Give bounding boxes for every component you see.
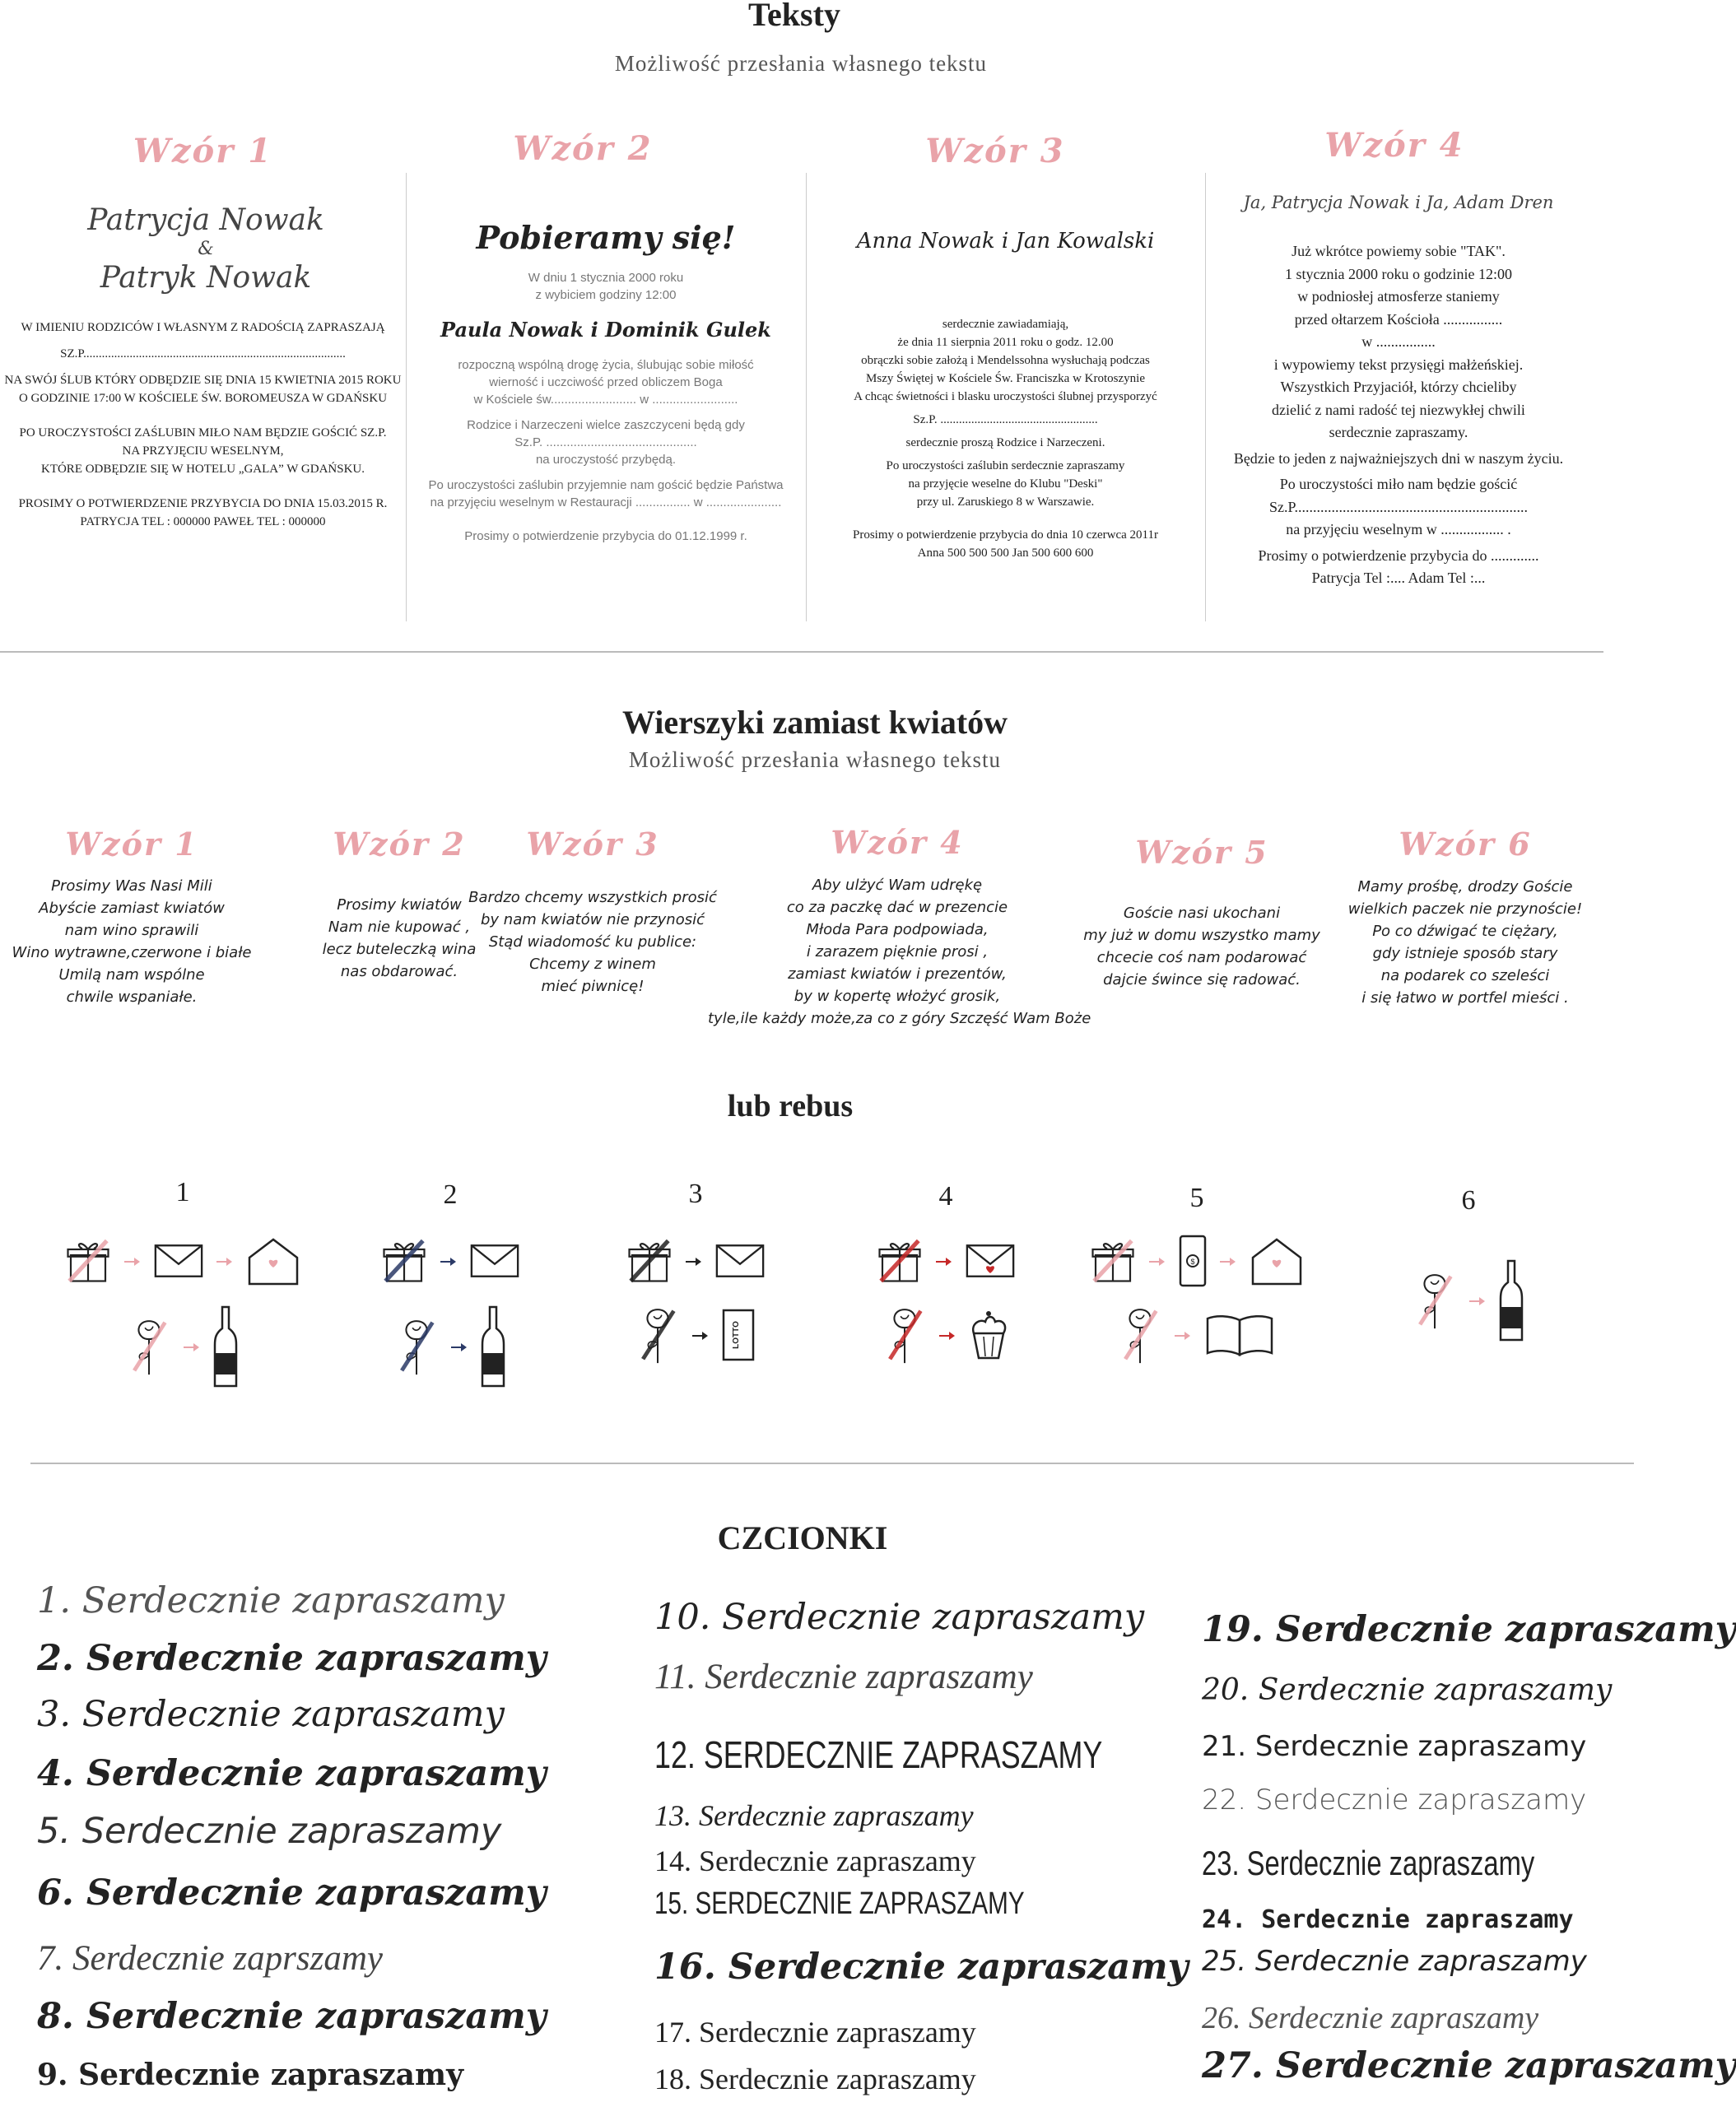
phone-card-icon bbox=[1179, 1235, 1207, 1291]
envelope-icon bbox=[154, 1244, 203, 1282]
text-line: przy ul. Zaruskiego 8 w Warszawie. bbox=[916, 495, 1095, 509]
text-line: NA PRZYJĘCIU WESELNYM, bbox=[122, 444, 284, 458]
rose-crossed-icon bbox=[128, 1317, 170, 1380]
section-title-wierszyki: Wierszyki zamiast kwiatów bbox=[621, 704, 1008, 741]
groom-name: Patryk Nowak bbox=[100, 261, 312, 295]
house-heart-icon bbox=[246, 1236, 300, 1290]
poem-line: Nam nie kupować , bbox=[328, 919, 471, 936]
template-body bbox=[1205, 240, 1592, 590]
text-line: że dnia 11 sierpnia 2011 roku o godz. 12.00 bbox=[897, 336, 1114, 349]
text-line: Rodzice i Narzeczeni wielce zaszczyceni będą gdy bbox=[467, 418, 745, 432]
text-line: Po uroczystości zaślubin serdecznie zapraszamy bbox=[886, 459, 1125, 472]
text-line: serdecznie proszą Rodzice i Narzeczeni. bbox=[905, 436, 1105, 449]
text-line: PROSIMY O POTWIERDZENIE PRZYBYCIA DO DNIA 15.03.2015 R. bbox=[18, 497, 388, 510]
text-line: PATRYCJA TEL : 000000 PAWEŁ TEL : 000000 bbox=[80, 515, 326, 528]
font-sample: 18. Serdecznie zapraszamy bbox=[654, 2063, 976, 2095]
template-names-script: Ja, Patrycja Nowak i Ja, Adam Dren bbox=[1243, 193, 1554, 212]
poem-line: i zarazem pięknie prosi , bbox=[806, 943, 989, 960]
template-date bbox=[406, 269, 806, 304]
template-label: Wzór 2 bbox=[513, 129, 653, 168]
rebus-row-icons bbox=[51, 1235, 314, 1291]
text-line: w podniosłej atmosferze staniemy bbox=[1297, 288, 1500, 305]
poem-line: Umilą nam wspólne bbox=[58, 966, 205, 984]
section-subtitle-teksty: Możliwość przesłania własnego tekstu bbox=[614, 51, 988, 76]
font-sample: 27. Serdecznie zapraszamy bbox=[1202, 2045, 1736, 2086]
text-line: na przyjęcie weselne do Klubu "Deski" bbox=[908, 477, 1103, 491]
text-line: W IMIENIU RODZICÓW I WŁASNYM Z RADOŚCIĄ ZAPRASZAJĄ bbox=[21, 321, 385, 334]
cupcake-icon bbox=[969, 1309, 1008, 1365]
font-sample: 4. Serdecznie zapraszamy bbox=[37, 1753, 547, 1794]
arrow-right-icon bbox=[216, 1256, 233, 1271]
rebus-number: 2 bbox=[443, 1179, 458, 1210]
text-line bbox=[0, 478, 406, 486]
rebus-row-icons bbox=[564, 1305, 827, 1369]
envelope-icon bbox=[470, 1244, 519, 1282]
text-line: na przyjęciu weselnym w ................. . bbox=[1286, 521, 1511, 537]
poem-line: co za paczkę dać w prezencie bbox=[786, 899, 1008, 916]
text-line: Sz.P. ................................................... bbox=[913, 413, 1098, 426]
font-sample: 10. Serdecznie zapraszamy bbox=[654, 1597, 1145, 1638]
font-sample: 1. Serdecznie zapraszamy bbox=[37, 1580, 505, 1621]
arrow-right-icon bbox=[939, 1330, 956, 1345]
text-line: Prosimy o potwierdzenie przybycia do 01.12.1999 r. bbox=[464, 529, 747, 543]
poem-line: Aby ulżyć Wam udrękę bbox=[812, 877, 983, 894]
envelope-heart-icon bbox=[966, 1244, 1015, 1282]
arrow-right-icon bbox=[124, 1256, 141, 1271]
font-sample: 7. Serdecznie zaprszamy bbox=[37, 1939, 383, 1978]
lotto-ticket-icon bbox=[722, 1309, 755, 1365]
gift-crossed-icon bbox=[877, 1235, 923, 1291]
poem-label: Wzór 5 bbox=[1135, 834, 1268, 871]
text-line bbox=[0, 363, 406, 371]
rebus-row-icons bbox=[1337, 1259, 1600, 1346]
text-line: w Kościele św......................... w ......................... bbox=[473, 393, 738, 407]
svg-text:$: $ bbox=[1190, 1258, 1195, 1266]
template-names-script bbox=[49, 202, 362, 297]
gift-crossed-icon bbox=[65, 1235, 111, 1291]
text-line: Po uroczystości miło nam będzie gościć bbox=[1279, 476, 1518, 492]
rebus-row-icons bbox=[51, 1305, 314, 1392]
text-line: Patrycja Tel :.... Adam Tel :... bbox=[1311, 570, 1486, 586]
rebus-row-icons bbox=[319, 1305, 582, 1392]
font-sample: 21. Serdecznie zapraszamy bbox=[1202, 1730, 1587, 1763]
font-sample: 26. Serdecznie zapraszamy bbox=[1202, 2001, 1539, 2035]
poem-text bbox=[708, 874, 1091, 1030]
font-sample: 13. Serdecznie zapraszamy bbox=[654, 1799, 974, 1832]
rose-crossed-icon bbox=[883, 1305, 926, 1369]
poem-line: gdy istnieje sposób stary bbox=[1372, 945, 1558, 962]
poem-line: Goście nasi ukochani bbox=[1123, 905, 1281, 922]
text-line: W dniu 1 stycznia 2000 roku bbox=[528, 271, 684, 285]
font-sample: 12. SERDECZNIE ZAPRASZAMY bbox=[654, 1733, 1103, 1776]
rebus-row-icons bbox=[814, 1235, 1077, 1291]
text-line: Prosimy o potwierdzenie przybycia do dnia 10 czerwca 2011r bbox=[853, 528, 1158, 542]
poem-text bbox=[461, 886, 724, 998]
poem-label: Wzór 2 bbox=[333, 826, 466, 863]
poem-line: Abyście zamiast kwiatów bbox=[39, 900, 225, 917]
text-line: w ................ bbox=[1361, 333, 1436, 350]
text-line: Będzie to jeden z najważniejszych dni w naszym życiu. bbox=[1233, 449, 1564, 467]
arrow-right-icon bbox=[184, 1342, 200, 1356]
text-line: Sz.P............................................................... bbox=[1268, 498, 1528, 515]
text-line: Już wkrótce powiemy sobie "TAK". bbox=[1292, 243, 1506, 259]
poem-line: tyle,ile każdy może,za co z góry Szczęść Wam Boże bbox=[708, 1010, 1091, 1027]
text-line bbox=[406, 511, 806, 519]
poem-text bbox=[1333, 876, 1597, 1009]
font-sample: 6. Serdecznie zapraszamy bbox=[37, 1872, 547, 1914]
arrow-right-icon bbox=[451, 1342, 468, 1356]
poem-line: Bardzo chcemy wszystkich prosić bbox=[468, 889, 717, 906]
poem-label: Wzór 1 bbox=[65, 826, 198, 863]
poem-line: nas obdarować. bbox=[340, 963, 458, 980]
rose-crossed-icon bbox=[1413, 1271, 1456, 1334]
template-body bbox=[406, 356, 806, 545]
arrow-right-icon bbox=[440, 1256, 457, 1271]
font-sample: 25. Serdecznie zapraszamy bbox=[1202, 1945, 1587, 1978]
font-sample: 14. Serdecznie zapraszamy bbox=[654, 1844, 976, 1877]
text-line bbox=[406, 468, 806, 477]
svg-text:LOTTO: LOTTO bbox=[732, 1321, 741, 1349]
poem-line: wielkich paczek nie przynoście! bbox=[1347, 900, 1583, 918]
text-line: Anna 500 500 500 Jan 500 600 600 bbox=[917, 547, 1094, 560]
poem-line: chcecie coś nam podarować bbox=[1096, 949, 1307, 966]
text-line: na uroczystość przybędą. bbox=[535, 453, 677, 467]
template-body bbox=[806, 315, 1205, 562]
arrow-right-icon bbox=[1220, 1256, 1236, 1271]
bride-name: Patrycja Nowak bbox=[87, 203, 324, 237]
rebus-number: 1 bbox=[175, 1177, 190, 1207]
text-line: serdecznie zawiadamiają, bbox=[942, 318, 1069, 331]
poem-line: lecz buteleczką wina bbox=[322, 941, 477, 958]
text-line: A chcąc świetności i blasku uroczystości ślubnej przysporzyć bbox=[854, 390, 1157, 403]
gift-crossed-icon bbox=[381, 1235, 427, 1291]
rebus-row-icons bbox=[814, 1305, 1077, 1369]
text-line: O GODZINIE 17:00 W KOŚCIELE ŚW. BOROMEUSZA W GDAŃSKU bbox=[18, 392, 388, 405]
font-sample: 15. SERDECZNIE ZAPRASZAMY bbox=[654, 1886, 1025, 1921]
section-title-teksty: Teksty bbox=[748, 0, 840, 33]
poem-line: Stąd wiadomość ku publice: bbox=[488, 933, 697, 951]
template-heading-script: Pobieramy się! bbox=[476, 219, 736, 256]
section-divider bbox=[30, 1463, 1634, 1464]
text-line: na przyjęciu weselnym w Restauracji ................ w ...................... bbox=[430, 495, 782, 509]
rebus-number: 6 bbox=[1461, 1185, 1476, 1216]
wine-bottle-icon bbox=[481, 1305, 505, 1392]
rose-crossed-icon bbox=[636, 1305, 679, 1369]
poem-line: my już w domu wszystko mamy bbox=[1083, 927, 1320, 944]
rebus-row-icons bbox=[319, 1235, 582, 1291]
rebus-row-icons bbox=[1065, 1305, 1329, 1369]
arrow-right-icon bbox=[1149, 1256, 1166, 1271]
font-sample: 5. Serdecznie zapraszamy bbox=[37, 1811, 502, 1852]
envelope-icon bbox=[715, 1244, 765, 1282]
template-label: Wzór 4 bbox=[1324, 126, 1464, 165]
text-line: 1 stycznia 2000 roku o godzinie 12:00 bbox=[1285, 265, 1512, 282]
text-line: NA SWÓJ ŚLUB KTÓRY ODBĘDZIE SIĘ DNIA 15 KWIETNIA 2015 ROKU bbox=[4, 374, 402, 387]
arrow-right-icon bbox=[1469, 1295, 1486, 1310]
poem-line: by w kopertę włożyć grosik, bbox=[794, 988, 1001, 1005]
font-sample: 22. Serdecznie zapraszamy bbox=[1202, 1784, 1587, 1816]
poem-line: na podarek co szeleści bbox=[1380, 967, 1550, 984]
text-line: i wypowiemy tekst przysięgi małżeńskiej. bbox=[1273, 356, 1524, 373]
gift-crossed-icon bbox=[1090, 1235, 1136, 1291]
wine-bottle-icon bbox=[1499, 1259, 1524, 1346]
poem-label: Wzór 3 bbox=[526, 826, 659, 863]
text-line: Prosimy o potwierdzenie przybycia do ............. bbox=[1258, 547, 1539, 564]
font-sample: 3. Serdecznie zapraszamy bbox=[37, 1694, 505, 1735]
font-sample: 9. Serdecznie zapraszamy bbox=[37, 2058, 463, 2092]
arrow-right-icon bbox=[1175, 1330, 1191, 1345]
font-sample: 23. Serdecznie zapraszamy bbox=[1202, 1844, 1535, 1882]
template-body bbox=[0, 319, 406, 531]
open-book-icon bbox=[1204, 1314, 1275, 1360]
template-label: Wzór 1 bbox=[133, 132, 273, 170]
rose-crossed-icon bbox=[1119, 1305, 1161, 1369]
text-line bbox=[0, 407, 406, 416]
section-title-rebus: lub rebus bbox=[727, 1089, 854, 1123]
rose-crossed-icon bbox=[395, 1317, 438, 1380]
text-line bbox=[0, 486, 406, 495]
text-line: dzielić z nami radość tej niezwykłej chwili bbox=[1272, 401, 1525, 418]
gift-crossed-icon bbox=[626, 1235, 673, 1291]
poem-line: Po co dźwigać te ciężary, bbox=[1372, 923, 1558, 940]
poem-line: Chcemy z winem bbox=[529, 956, 656, 973]
section-divider bbox=[0, 651, 1603, 653]
text-line: wierność i uczciwość przed obliczem Boga bbox=[489, 375, 723, 389]
poem-line: nam wino sprawili bbox=[64, 922, 199, 939]
arrow-right-icon bbox=[692, 1330, 709, 1345]
poem-line: Prosimy Was Nasi Mili bbox=[51, 877, 212, 895]
text-line: SZ.P..................................................................................... bbox=[60, 347, 346, 360]
poem-line: Młoda Para podpowiada, bbox=[806, 921, 989, 938]
poem-line: dajcie śwince się radować. bbox=[1103, 971, 1301, 988]
poem-line: Mamy prośbę, drodzy Goście bbox=[1357, 878, 1573, 895]
text-line: Wszystkich Przyjaciół, którzy chcieliby bbox=[1280, 379, 1517, 395]
text-line bbox=[406, 519, 806, 528]
template-label: Wzór 3 bbox=[925, 132, 1065, 170]
text-line: z wybiciem godziny 12:00 bbox=[535, 288, 677, 302]
text-line bbox=[0, 337, 406, 345]
rebus-number: 5 bbox=[1189, 1183, 1204, 1213]
poem-label: Wzór 6 bbox=[1399, 826, 1532, 863]
text-line: rozpoczną wspólną drogę życia, ślubując sobie miłość bbox=[458, 358, 754, 372]
poem-line: Wino wytrawne,czerwone i białe bbox=[12, 944, 252, 961]
text-line: Mszy Świętej w Kościele Św. Franciszka w Krotoszynie bbox=[866, 372, 1145, 385]
poem-line: by nam kwiatów nie przynosić bbox=[480, 911, 705, 928]
rebus-number: 4 bbox=[938, 1181, 953, 1212]
template-names-script: Paula Nowak i Dominik Gulek bbox=[440, 318, 771, 342]
house-heart-icon bbox=[1250, 1236, 1304, 1290]
font-sample: 16. Serdecznie zapraszamy bbox=[654, 1947, 1189, 1988]
rebus-number: 3 bbox=[688, 1179, 703, 1209]
font-sample: 11. Serdecznie zapraszamy bbox=[654, 1658, 1033, 1696]
text-line: KTÓRE ODBĘDZIE SIĘ W HOTELU „GALA” W GDAŃSKU. bbox=[40, 463, 365, 476]
poem-line: chwile wspaniałe. bbox=[66, 988, 198, 1006]
poem-text bbox=[0, 875, 263, 1008]
text-line: przed ołtarzem Kościoła ................ bbox=[1294, 310, 1503, 328]
poem-line: mieć piwnicę! bbox=[541, 978, 645, 995]
poem-label: Wzór 4 bbox=[831, 824, 964, 861]
font-sample: 20. Serdecznie zapraszamy bbox=[1202, 1673, 1613, 1707]
font-sample: 8. Serdecznie zapraszamy bbox=[37, 1996, 547, 2037]
font-sample: 24. Serdecznie zapraszamy bbox=[1202, 1905, 1574, 1934]
font-sample: 17. Serdecznie zapraszamy bbox=[654, 2016, 976, 2049]
section-subtitle-wierszyki: Możliwość przesłania własnego tekstu bbox=[628, 747, 1002, 772]
poem-text bbox=[1078, 902, 1325, 991]
poem-line: i się łatwo w portfel mieści . bbox=[1361, 989, 1569, 1007]
font-sample: 19. Serdecznie zapraszamy bbox=[1202, 1609, 1736, 1650]
text-line: Sz.P. ............................................ bbox=[514, 435, 697, 449]
poem-line: zamiast kwiatów i prezentów, bbox=[788, 965, 1007, 983]
font-sample: 2. Serdecznie zapraszamy bbox=[37, 1638, 547, 1679]
poem-line: Prosimy kwiatów bbox=[337, 896, 462, 914]
text-line: obrączki sobie założą i Mendelssohna wysłuchają podczas bbox=[861, 354, 1150, 367]
text-line: Po uroczystości zaślubin przyjemnie nam gościć będzie Państwa bbox=[428, 478, 784, 492]
text-line: serdecznie zapraszamy. bbox=[1329, 424, 1468, 440]
arrow-right-icon bbox=[686, 1256, 702, 1271]
text-line: PO UROCZYSTOŚCI ZAŚLUBIN MIŁO NAM BĘDZIE GOŚCIĆ SZ.P. bbox=[19, 426, 387, 440]
arrow-right-icon bbox=[936, 1256, 952, 1271]
wine-bottle-icon bbox=[213, 1305, 238, 1392]
text-line bbox=[0, 416, 406, 424]
template-names-script: Anna Nowak i Jan Kowalski bbox=[856, 229, 1155, 253]
ampersand: & bbox=[198, 239, 214, 259]
rebus-row-icons bbox=[1065, 1235, 1329, 1291]
rebus-row-icons bbox=[564, 1235, 827, 1291]
section-title-czcionki: CZCIONKI bbox=[717, 1519, 888, 1556]
text-line bbox=[406, 408, 806, 416]
